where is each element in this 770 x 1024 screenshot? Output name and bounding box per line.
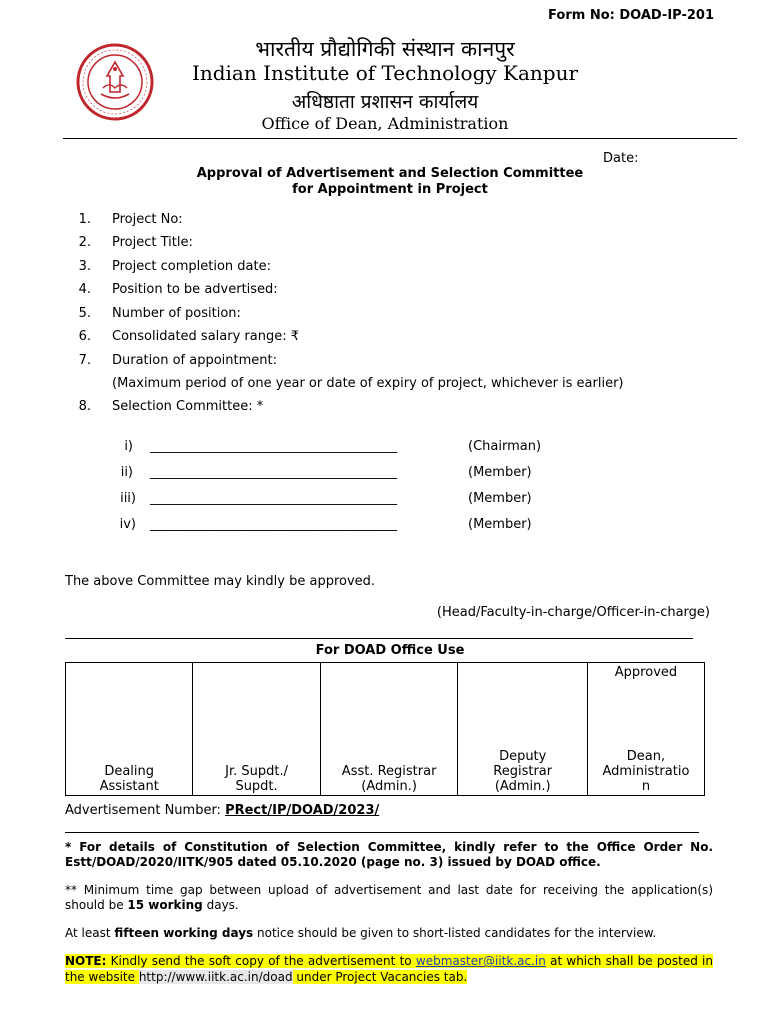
note-text: at which shall be posted in the website (65, 954, 713, 984)
form-number: Form No: DOAD-IP-201 (548, 8, 714, 23)
header-divider (63, 138, 737, 139)
notice-prefix: At least (65, 926, 111, 940)
cell-label: Dealing (104, 764, 155, 779)
cell-label: Deputy (499, 749, 547, 764)
form-title-line-2: for Appointment in Project (292, 182, 488, 197)
item-label: (Maximum period of one year or date of expiry of project, whichever is earlier) (112, 376, 624, 391)
institute-name-hindi: भारतीय प्रौद्योगिकी संस्थान कानपुर (255, 37, 515, 61)
committee-role: (Chairman) (468, 439, 542, 454)
advertisement-number (65, 803, 379, 818)
committee-number: i) (124, 439, 133, 454)
committee-name-field[interactable]: ______________________________________ (150, 491, 397, 506)
final-note (65, 953, 713, 985)
cell-label: Asst. Registrar (341, 764, 437, 779)
committee-name-field[interactable]: ______________________________________ (150, 439, 397, 454)
item-label: Project completion date: (112, 259, 271, 274)
webmaster-email-link[interactable]: webmaster@iitk.ac.in (415, 954, 546, 968)
form-title-line-1: Approval of Advertisement and Selection Committee (196, 166, 584, 181)
item-label: Number of position: (112, 306, 241, 321)
advertisement-number-label: Advertisement Number: (65, 803, 221, 818)
item-number: 4. (78, 282, 91, 297)
item-number: 3. (78, 259, 91, 274)
signature-cell-jr-supdt (193, 663, 320, 796)
office-name-english: Office of Dean, Administration (261, 114, 509, 133)
section-divider (65, 638, 693, 639)
section-divider (65, 832, 699, 833)
time-gap-note (65, 883, 713, 913)
item-number: 5. (78, 306, 91, 321)
committee-role: (Member) (468, 465, 532, 480)
notice-days: fifteen working days (114, 926, 254, 940)
doad-website-link[interactable]: http://www.iitk.ac.in/doad (138, 970, 293, 984)
signature-cell-deputy-registrar (458, 663, 587, 796)
committee-role: (Member) (468, 517, 532, 532)
notice-suffix: notice should be given to short-listed candidates for the interview. (257, 926, 657, 940)
signatory-label: (Head/Faculty-in-charge/Officer-in-charge) (436, 605, 710, 620)
cell-label: Registrar (493, 764, 553, 779)
signature-cell-dean (587, 663, 704, 796)
date-label: Date: (603, 151, 639, 166)
time-gap-suffix: days. (206, 898, 239, 912)
item-label: Selection Committee: * (112, 399, 264, 414)
cell-label: Jr. Supdt./ (225, 764, 288, 779)
item-label: Consolidated salary range: ₹ (112, 329, 299, 344)
interview-notice-note (65, 926, 656, 940)
signature-cell-asst-registrar (320, 663, 458, 796)
advertisement-number-value: PRect/IP/DOAD/2023/ (225, 803, 380, 818)
cell-label: Dean, (626, 749, 666, 764)
institute-name-english: Indian Institute of Technology Kanpur (191, 61, 579, 85)
committee-name-field[interactable]: ______________________________________ (150, 465, 397, 480)
committee-number: ii) (120, 465, 133, 480)
note-label: NOTE: (65, 954, 107, 968)
item-number: 8. (78, 399, 91, 414)
office-use-table (65, 662, 705, 796)
cell-label: (Admin.) (494, 779, 551, 794)
item-label: Duration of appointment: (112, 353, 278, 368)
cell-label: n (641, 779, 651, 794)
constitution-note: * For details of Constitution of Selection Committee, kindly refer to the Office Order No. Estt/DOAD/2020/IITK/905 dated 05.10.2020 (page no. 3) issued by DOAD office. (65, 840, 713, 869)
selection-committee (0, 439, 770, 539)
time-gap-text: ** Minimum time gap between upload of advertisement and last date for receiving the application(s) should be (65, 883, 713, 912)
committee-number: iii) (120, 491, 136, 506)
cell-label: Supdt. (235, 779, 278, 794)
item-number: 2. (78, 235, 91, 250)
committee-name-field[interactable]: ______________________________________ (150, 517, 397, 532)
item-number: 7. (78, 353, 91, 368)
cell-label: Administratio (602, 764, 690, 779)
item-label: Project No: (112, 212, 183, 227)
signature-cell-dealing-assistant (66, 663, 193, 796)
office-name-hindi: अधिष्ठाता प्रशासन कार्यालय (291, 91, 479, 113)
note-text: under Project Vacancies tab. (296, 970, 468, 984)
note-text: Kindly send the soft copy of the advertisement to (110, 954, 412, 968)
cell-label: Assistant (99, 779, 159, 794)
approved-label: Approved (614, 665, 678, 680)
committee-number: iv) (119, 517, 136, 532)
office-use-title: For DOAD Office Use (315, 643, 465, 658)
time-gap-days: 15 working (127, 898, 203, 912)
committee-role: (Member) (468, 491, 532, 506)
approval-text: The above Committee may kindly be approved. (65, 574, 376, 589)
item-number: 1. (78, 212, 91, 227)
item-number: 6. (78, 329, 91, 344)
cell-label: (Admin.) (361, 779, 417, 794)
item-label: Project Title: (112, 235, 193, 250)
item-label: Position to be advertised: (112, 282, 278, 297)
